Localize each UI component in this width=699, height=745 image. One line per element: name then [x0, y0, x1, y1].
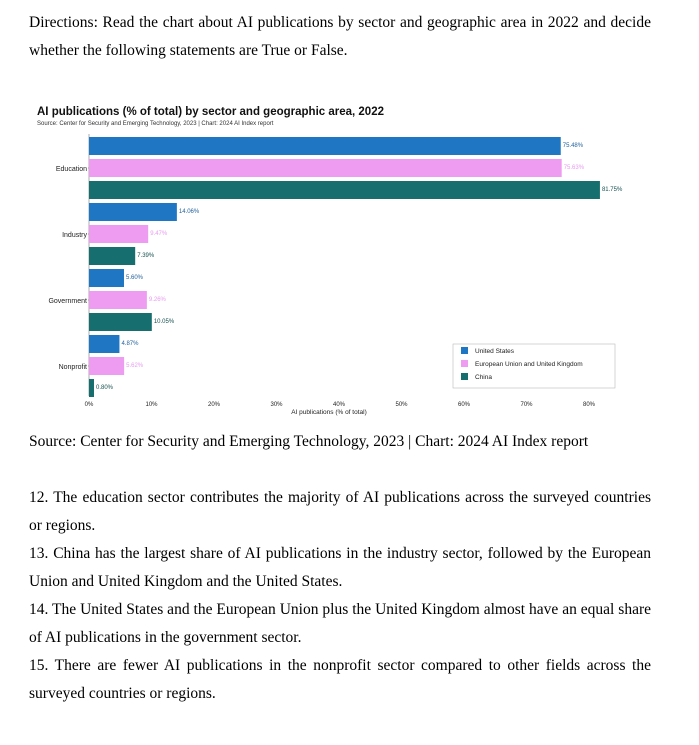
- legend-swatch: [461, 373, 468, 380]
- legend-label: United States: [475, 348, 515, 355]
- bar: [89, 203, 177, 221]
- x-tick-label: 20%: [207, 402, 221, 408]
- question-list: [29, 484, 651, 708]
- bar: [89, 313, 152, 331]
- x-tick-label: 40%: [332, 402, 346, 408]
- bar-value-label: 10.05%: [153, 319, 175, 325]
- legend-swatch: [461, 360, 468, 367]
- bar-value-label: 9.47%: [150, 231, 168, 237]
- x-tick-label: 70%: [520, 402, 533, 408]
- chart-subtitle: Source: Center for Security and Emerging Technology, 2023 | Chart: 2024 AI Index report: [37, 121, 274, 127]
- category-label: Education: [55, 166, 87, 173]
- x-axis-label: AI publications (% of total): [291, 409, 367, 416]
- category-label: Government: [48, 298, 87, 305]
- bar: [89, 137, 561, 155]
- x-tick-label: 60%: [457, 402, 471, 408]
- category-label: Nonprofit: [58, 364, 87, 371]
- bar-value-label: 5.62%: [126, 363, 144, 369]
- bar-value-label: 75.48%: [562, 143, 584, 149]
- chart-title: AI publications (% of total) by sector and geographic area, 2022: [37, 106, 384, 118]
- x-tick-label: 10%: [145, 402, 158, 408]
- bar-value-label: 75.63%: [563, 165, 585, 171]
- bar: [89, 225, 148, 243]
- bar: [89, 291, 147, 309]
- chart-container: [29, 100, 629, 425]
- x-tick-label: 30%: [270, 402, 283, 408]
- bar-value-label: 14.06%: [178, 209, 200, 215]
- bar-value-label: 5.60%: [126, 275, 144, 281]
- x-tick-label: 50%: [395, 402, 408, 408]
- bar-value-label: 9.26%: [148, 297, 166, 303]
- bar-value-label: 4.87%: [121, 341, 139, 347]
- bar: [89, 247, 135, 265]
- bar: [89, 357, 124, 375]
- bar: [89, 159, 562, 177]
- question-13: 13. China has the largest share of AI publications in the industry sector, followed by the European Union and United Kingdom and the United States.: [29, 545, 651, 590]
- bar-value-label: 7.39%: [137, 253, 155, 259]
- question-14: 14. The United States and the European Union plus the United Kingdom almost have an equal share of AI publications in the government sector.: [29, 601, 651, 646]
- x-tick-label: 80%: [582, 402, 596, 408]
- source-text: Source: Center for Security and Emerging Technology, 2023 | Chart: 2024 AI Index report: [29, 433, 589, 450]
- bar-value-label: 0.80%: [96, 385, 114, 391]
- question-12: 12. The education sector contributes the majority of AI publications across the surveyed countries or regions.: [29, 489, 651, 534]
- question-15: 15. There are fewer AI publications in the nonprofit sector compared to other fields across the surveyed countries or regions.: [29, 657, 651, 702]
- bar: [89, 269, 124, 287]
- category-label: Industry: [62, 232, 87, 239]
- legend-label: China: [475, 374, 492, 381]
- bar-chart: [29, 100, 629, 425]
- x-tick-label: 0%: [84, 402, 94, 408]
- legend-label: European Union and United Kingdom: [475, 361, 583, 368]
- bar-value-label: 81.75%: [601, 187, 623, 193]
- bar: [89, 379, 94, 397]
- bar: [89, 181, 600, 199]
- legend-swatch: [461, 347, 468, 354]
- bar: [89, 335, 119, 353]
- directions-text: Directions: Read the chart about AI publications by sector and geographic area in 2022 and decide whether the following statements are True or False.: [29, 14, 651, 59]
